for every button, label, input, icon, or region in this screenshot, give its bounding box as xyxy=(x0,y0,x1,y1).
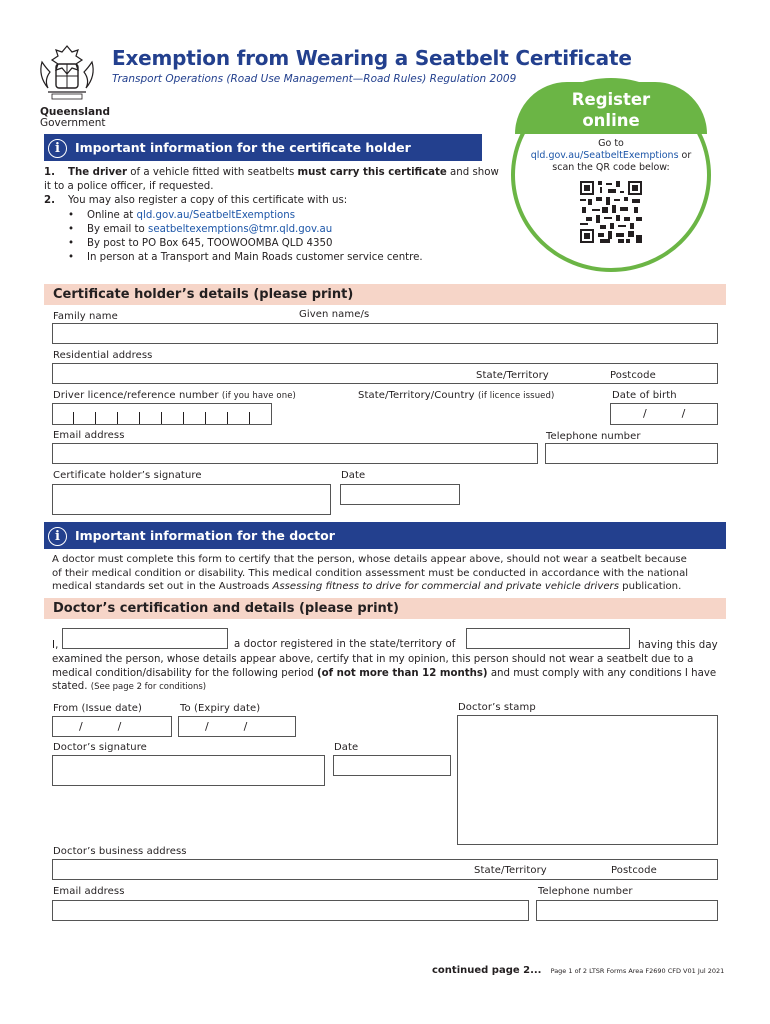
page-subtitle: Transport Operations (Road Use Management—Road Rules) Regulation 2009 xyxy=(112,73,517,85)
item-1-text1: of a vehicle fitted with seatbelts xyxy=(127,167,298,178)
item-1-number: 1. xyxy=(44,167,55,178)
bullet-post-text: By post to PO Box 645, TOOWOOMBA QLD 4350 xyxy=(86,238,333,249)
holder-details-heading: Certificate holder’s details (please print) xyxy=(53,287,354,302)
bullet-email: • By email to seatbeltexemptions@tmr.qld.gov.au xyxy=(68,224,333,235)
holder-signature-field[interactable] xyxy=(52,484,331,515)
doctor-telephone-field[interactable] xyxy=(536,900,718,921)
doctor-email-label: Email address xyxy=(53,886,125,897)
register-title-line1: Register xyxy=(571,90,651,109)
holder-signature-label: Certificate holder’s signature xyxy=(53,470,202,481)
having-text: having this day xyxy=(638,640,718,651)
footer-meta: Page 1 of 2 LTSR Forms Area F2690 CFD V01 Jul 2021 xyxy=(550,967,725,975)
email-label: Email address xyxy=(53,430,125,441)
from-date-slashes: / / xyxy=(79,720,122,733)
to-expiry-date-label: To (Expiry date) xyxy=(180,703,261,714)
queensland-crest-logo xyxy=(34,42,100,104)
licence-label-text: Driver licence/reference number xyxy=(53,390,219,401)
item-1-bold2: must carry this certificate xyxy=(297,167,447,178)
postcode-label: Postcode xyxy=(610,370,656,381)
doctor-cert-line3-a: medical condition/disability for the following period xyxy=(52,667,317,679)
licence-label xyxy=(53,390,296,401)
holder-info-item-1 xyxy=(44,166,504,193)
doctor-telephone-label: Telephone number xyxy=(538,886,633,897)
register-scan-text: scan the QR code below: xyxy=(552,162,670,173)
residential-address-label: Residential address xyxy=(53,350,153,361)
info-icon: i xyxy=(48,527,67,546)
family-name-label: Family name xyxy=(53,311,118,322)
bullet-email-link[interactable]: seatbeltexemptions@tmr.qld.gov.au xyxy=(148,224,333,235)
doctor-email-field[interactable] xyxy=(52,900,529,921)
doctor-info-line3 xyxy=(52,580,728,594)
state-country-text: State/Territory/Country xyxy=(358,390,475,401)
doctor-stamp-area[interactable] xyxy=(457,715,718,845)
from-issue-date-field[interactable] xyxy=(52,716,172,737)
qr-code-icon[interactable] xyxy=(580,181,642,243)
item-1-text2: and show it to a police officer, if requested. xyxy=(44,167,499,192)
item-1-bold: The driver xyxy=(68,167,128,178)
register-url-link[interactable]: qld.gov.au/SeatbeltExemptions xyxy=(530,150,679,161)
bullet-email-prefix: By email to xyxy=(86,224,149,235)
doctor-date-field[interactable] xyxy=(333,755,451,776)
doctor-cert-line4-a: stated. xyxy=(52,681,91,692)
state-country-label xyxy=(358,390,554,401)
telephone-field[interactable] xyxy=(545,443,718,464)
holder-date-field[interactable] xyxy=(340,484,460,505)
holder-date-label: Date xyxy=(341,470,366,481)
register-title-text xyxy=(511,89,711,131)
info-icon: i xyxy=(48,139,67,158)
doctor-i-label: I, xyxy=(52,640,59,651)
given-names-label: Given name/s xyxy=(299,309,370,320)
dob-label: Date of birth xyxy=(612,390,677,401)
doctor-signature-field[interactable] xyxy=(52,755,325,786)
doctor-info-line1: A doctor must complete this form to certify that the person, whose details appear above, should not wear a seatbelt because xyxy=(52,554,687,565)
footer xyxy=(432,958,724,977)
state-country-hint: (if licence issued) xyxy=(477,391,555,401)
dob-slashes: / / xyxy=(643,407,686,420)
from-issue-date-label: From (Issue date) xyxy=(53,703,143,714)
continued-text: continued page 2... xyxy=(432,965,542,976)
doctor-cert-line3 xyxy=(52,667,728,681)
doctor-info-line2: of their medical condition or disability. This medical condition assessment must be conducted in accordance with the national xyxy=(52,567,689,579)
register-goto: Go to xyxy=(598,138,624,149)
email-field[interactable] xyxy=(52,443,538,464)
doctor-info-line3-b: publication. xyxy=(618,581,682,592)
register-title-line2: online xyxy=(582,111,640,130)
holder-info-item-2 xyxy=(44,194,504,208)
doctor-name-field[interactable] xyxy=(62,628,228,649)
to-expiry-date-field[interactable] xyxy=(178,716,296,737)
doctor-info-paragraph xyxy=(52,553,728,594)
telephone-label: Telephone number xyxy=(546,431,641,442)
doctor-cert-paragraph xyxy=(52,653,728,695)
licence-hint: (if you have one) xyxy=(221,391,296,401)
doctor-signature-label: Doctor’s signature xyxy=(53,742,147,753)
dob-field[interactable] xyxy=(610,403,718,425)
holder-details-heading-bar xyxy=(44,284,726,305)
bullet-in-person-text: In person at a Transport and Main Roads customer service centre. xyxy=(86,252,423,263)
bullet-online-link[interactable]: qld.gov.au/SeatbeltExemptions xyxy=(136,210,296,221)
crest-line1: Queensland xyxy=(40,106,111,118)
holder-info-heading-bar xyxy=(44,134,482,161)
doctor-cert-line3-b: and must comply with any conditions I have xyxy=(487,667,717,679)
family-name-field[interactable] xyxy=(52,323,718,344)
item-2-number: 2. xyxy=(44,195,55,206)
doctor-cert-heading-bar xyxy=(44,598,726,619)
bullet-post: • By post to PO Box 645, TOOWOOMBA QLD 4350 xyxy=(68,238,333,249)
holder-info-heading: Important information for the certificate holder xyxy=(75,140,411,155)
bullet-online-prefix: Online at xyxy=(86,210,137,221)
business-postcode-label: Postcode xyxy=(611,865,657,876)
holder-info-bullets xyxy=(68,209,508,265)
bullet-online: • Online at qld.gov.au/SeatbeltExemptions xyxy=(68,210,296,221)
see-page-2-note: (See page 2 for conditions) xyxy=(90,682,207,692)
doctor-info-heading: Important information for the doctor xyxy=(75,528,335,543)
licence-digit-separators xyxy=(53,412,273,424)
business-state-label: State/Territory xyxy=(474,865,547,876)
crest-wordmark xyxy=(40,107,110,129)
doctor-info-heading-bar xyxy=(44,522,726,549)
doctor-date-label: Date xyxy=(334,742,359,753)
page-title: Exemption from Wearing a Seatbelt Certificate xyxy=(112,46,632,70)
register-url-line xyxy=(511,150,711,161)
register-or: or xyxy=(681,150,692,161)
state-territory-label: State/Territory xyxy=(476,370,549,381)
item-2-text: You may also register a copy of this certificate with us: xyxy=(68,195,348,206)
doctor-cert-line4 xyxy=(52,680,728,695)
doctor-info-publication: Assessing fitness to drive for commercial and private vehicle drivers xyxy=(272,581,619,592)
to-date-slashes: / / xyxy=(205,720,248,733)
licence-number-field[interactable] xyxy=(52,403,272,425)
doctor-stamp-label: Doctor’s stamp xyxy=(458,702,536,713)
business-address-label: Doctor’s business address xyxy=(53,846,187,857)
bullet-in-person: • In person at a Transport and Main Roads customer service centre. xyxy=(68,252,423,263)
doctor-info-line3-a: medical standards set out in the Austroads xyxy=(52,581,273,592)
crest-line2: Government xyxy=(40,117,106,129)
doctor-state-field[interactable] xyxy=(466,628,630,649)
doctor-cert-heading: Doctor’s certification and details (please print) xyxy=(53,601,399,616)
registered-text: a doctor registered in the state/territory of xyxy=(234,639,456,650)
doctor-cert-line2: examined the person, whose details appear above, certify that in my opinion, this person should not wear a seatbelt due to a xyxy=(52,654,694,665)
doctor-cert-period-limit: (of not more than 12 months) xyxy=(316,667,488,679)
